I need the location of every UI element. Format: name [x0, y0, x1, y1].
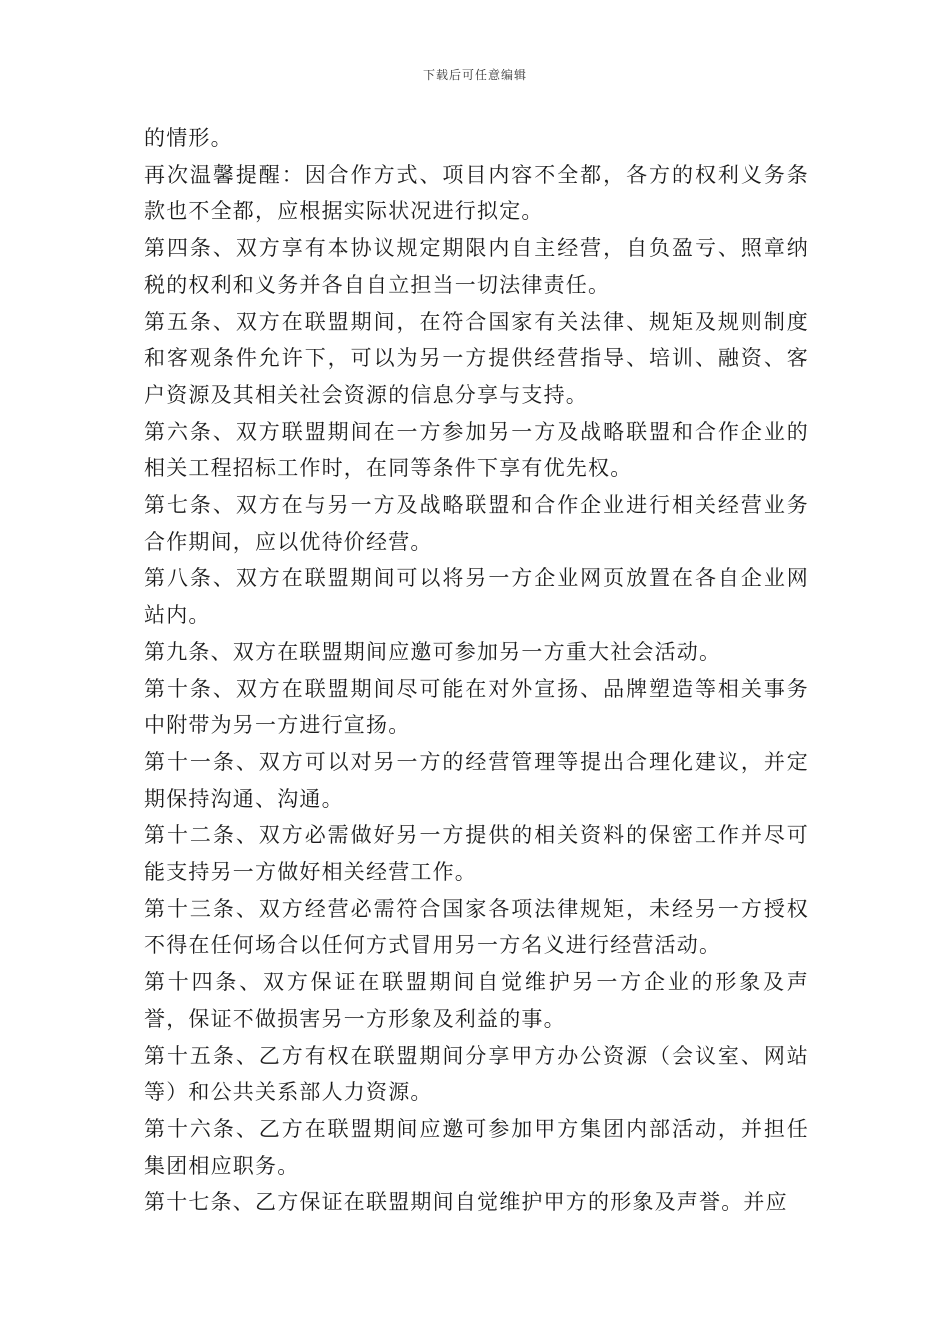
paragraph-article-17: 第十七条、乙方保证在联盟期间自觉维护甲方的形象及声誉。并应 [144, 1190, 788, 1215]
paragraph-continuation: 的情形。 [144, 126, 233, 150]
paragraph-article-9: 第九条、双方在联盟期间应邀可参加另一方重大社会活动。 [144, 639, 722, 664]
header-note: 下载后可任意编辑 [422, 68, 527, 82]
paragraph-article-5: 第五条、双方在联盟期间，在符合国家有关法律、规矩及规则制度和客观条件允许下，可以为另一方提供经营指导、培训、融资、客户资源及其相关社会资源的信息分享与支持。 [144, 309, 809, 407]
paragraph-article-10: 第十条、双方在联盟期间尽可能在对外宣扬、品牌塑造等相关事务中附带为另一方进行宣扬。 [144, 676, 809, 738]
paragraph-article-4: 第四条、双方享有本协议规定期限内自主经营，自负盈亏、照章纳税的权利和义务并各自自立担当一切法律责任。 [144, 236, 809, 297]
paragraph-article-14: 第十四条、双方保证在联盟期间自觉维护另一方企业的形象及声誉，保证不做损害另一方形象及利益的事。 [144, 970, 809, 1031]
paragraph-article-12: 第十二条、双方必需做好另一方提供的相关资料的保密工作并尽可能支持另一方做好相关经营工作。 [144, 823, 809, 885]
paragraph-article-15: 第十五条、乙方有权在联盟期间分享甲方办公资源（会议室、网站等）和公共关系部人力资源。 [144, 1043, 809, 1105]
paragraph-reminder: 再次温馨提醒：因合作方式、项目内容不全都，各方的权利义务条款也不全都，应根据实际状况进行拟定。 [144, 162, 809, 224]
document-body [144, 120, 809, 1221]
paragraph-article-8: 第八条、双方在联盟期间可以将另一方企业网页放置在各自企业网站内。 [144, 566, 809, 628]
paragraph-article-7: 第七条、双方在与另一方及战略联盟和合作企业进行相关经营业务合作期间，应以优待价经营。 [144, 493, 809, 554]
paragraph-article-11: 第十一条、双方可以对另一方的经营管理等提出合理化建议，并定期保持沟通、沟通。 [144, 749, 809, 811]
paragraph-article-6: 第六条、双方联盟期间在一方参加另一方及战略联盟和合作企业的相关工程招标工作时，在同等条件下享有优先权。 [144, 419, 809, 481]
paragraph-article-13: 第十三条、双方经营必需符合国家各项法律规矩，未经另一方授权不得在任何场合以任何方式冒用另一方名义进行经营活动。 [144, 896, 809, 958]
paragraph-article-16: 第十六条、乙方在联盟期间应邀可参加甲方集团内部活动，并担任集团相应职务。 [144, 1116, 809, 1178]
